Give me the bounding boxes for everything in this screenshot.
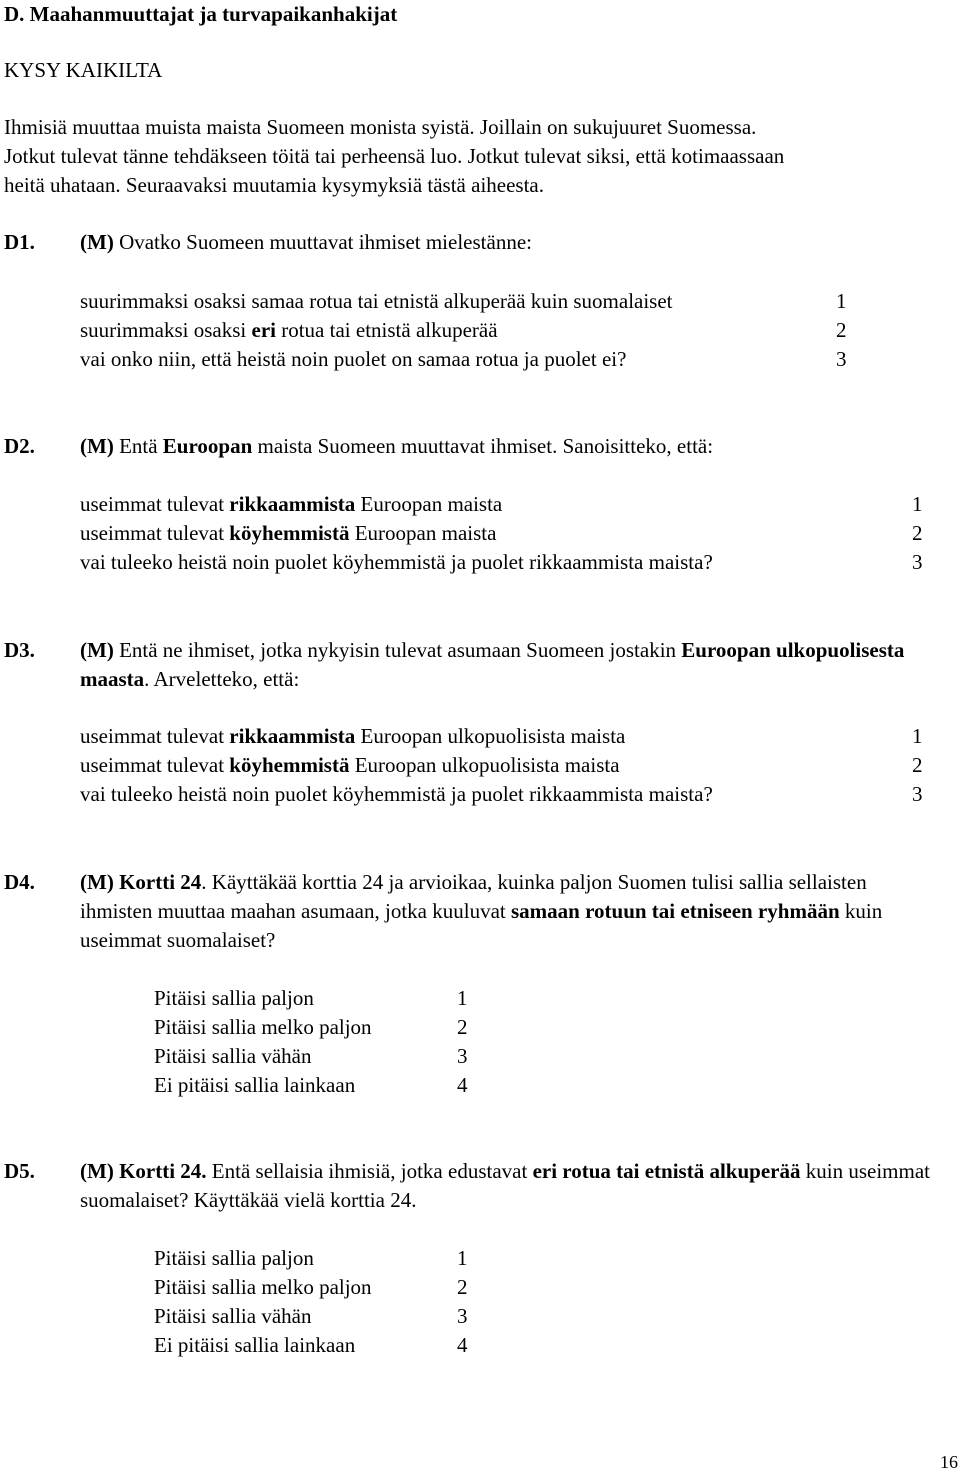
answer-option: Pitäisi sallia vähän 3 xyxy=(154,1042,474,1071)
question-text: (M) Entä Euroopan maista Suomeen muuttavat ihmiset. Sanoisitteko, että: xyxy=(80,434,714,458)
question-number: D5. xyxy=(4,1159,35,1183)
card-reference: Kortti 24. xyxy=(119,1159,207,1183)
answer-option: suurimmaksi osaksi eri rotua tai etnistä alkuperää 2 xyxy=(80,316,860,345)
question-marker: (M) xyxy=(80,434,114,458)
intro-line: Ihmisiä muuttaa muista maista Suomeen monista syistä. Joillain on sukujuuret Suomessa. xyxy=(4,115,757,139)
answer-option: vai tuleeko heistä noin puolet köyhemmistä ja puolet rikkaammista maista? 3 xyxy=(80,780,940,809)
question-text: (M) Entä ne ihmiset, jotka nykyisin tulevat asumaan Suomeen jostakin Euroopan ulkopuolisesta maasta. Arveletteko, että: xyxy=(80,638,905,691)
answer-code: 1 xyxy=(457,1246,468,1270)
question-marker: (M) xyxy=(80,1159,114,1183)
intro-paragraph xyxy=(4,113,784,200)
interviewer-instruction: KYSY KAIKILTA xyxy=(4,58,163,82)
answer-code: 1 xyxy=(836,289,847,313)
answer-code: 2 xyxy=(912,521,923,545)
answer-option: Pitäisi sallia vähän 3 xyxy=(154,1302,474,1331)
answer-option: Pitäisi sallia paljon 1 xyxy=(154,984,474,1013)
answer-option: Pitäisi sallia melko paljon 2 xyxy=(154,1273,474,1302)
answer-code: 3 xyxy=(912,782,923,806)
answer-options xyxy=(80,287,860,374)
answer-options xyxy=(80,490,940,577)
answer-option: vai onko niin, että heistä noin puolet on samaa rotua ja puolet ei? 3 xyxy=(80,345,860,374)
question-text: (M) Kortti 24. Entä sellaisia ihmisiä, jotka edustavat eri rotua tai etnistä alkuperää kuin useimmat suomalaiset? Käyttäkää vielä korttia 24. xyxy=(80,1159,930,1212)
page-number: 16 xyxy=(940,1452,958,1472)
answer-code: 2 xyxy=(457,1015,468,1039)
answer-code: 3 xyxy=(457,1044,468,1068)
answer-option: Pitäisi sallia melko paljon 2 xyxy=(154,1013,474,1042)
answer-option: useimmat tulevat köyhemmistä Euroopan maista 2 xyxy=(80,519,940,548)
question-number: D4. xyxy=(4,870,35,894)
card-reference: Kortti 24 xyxy=(119,870,202,894)
answer-code: 2 xyxy=(457,1275,468,1299)
answer-option: useimmat tulevat köyhemmistä Euroopan ulkopuolisista maista 2 xyxy=(80,751,940,780)
answer-code: 4 xyxy=(457,1073,468,1097)
answer-option: useimmat tulevat rikkaammista Euroopan ulkopuolisista maista 1 xyxy=(80,722,940,751)
question-number: D3. xyxy=(4,638,35,662)
answer-option: vai tuleeko heistä noin puolet köyhemmistä ja puolet rikkaammista maista? 3 xyxy=(80,548,940,577)
question-marker: (M) xyxy=(80,230,114,254)
question-number: D2. xyxy=(4,434,35,458)
answer-code: 4 xyxy=(457,1333,468,1357)
answer-code: 3 xyxy=(457,1304,468,1328)
answer-code: 1 xyxy=(912,724,923,748)
answer-code: 2 xyxy=(912,753,923,777)
answer-option: Ei pitäisi sallia lainkaan 4 xyxy=(154,1331,474,1360)
intro-line: heitä uhataan. Seuraavaksi muutamia kysymyksiä tästä aiheesta. xyxy=(4,173,544,197)
answer-option: suurimmaksi osaksi samaa rotua tai etnistä alkuperää kuin suomalaiset 1 xyxy=(80,287,860,316)
question-text: (M) Kortti 24. Käyttäkää korttia 24 ja arvioikaa, kuinka paljon Suomen tulisi sallia sellaisten ihmisten muuttaa maahan asumaan, jotka kuuluvat samaan rotuun tai etniseen ryhmään kuin useimmat suomalaiset? xyxy=(80,870,883,952)
question-marker: (M) xyxy=(80,638,114,662)
answer-option: useimmat tulevat rikkaammista Euroopan maista 1 xyxy=(80,490,940,519)
answer-options xyxy=(154,1244,474,1360)
question-body: Ovatko Suomeen muuttavat ihmiset mielestänne: xyxy=(119,230,532,254)
answer-code: 1 xyxy=(457,986,468,1010)
answer-option: Pitäisi sallia paljon 1 xyxy=(154,1244,474,1273)
section-title: D. Maahanmuuttajat ja turvapaikanhakijat xyxy=(4,2,398,26)
question-marker: (M) xyxy=(80,870,114,894)
intro-line: Jotkut tulevat tänne tehdäkseen töitä tai perheensä luo. Jotkut tulevat siksi, että kotimaassaan xyxy=(4,144,785,168)
answer-code: 2 xyxy=(836,318,847,342)
question-number: D1. xyxy=(4,230,35,254)
question-text xyxy=(80,228,532,257)
answer-option: Ei pitäisi sallia lainkaan 4 xyxy=(154,1071,474,1100)
answer-options xyxy=(154,984,474,1100)
answer-code: 3 xyxy=(912,550,923,574)
answer-code: 3 xyxy=(836,347,847,371)
answer-options xyxy=(80,722,940,809)
answer-code: 1 xyxy=(912,492,923,516)
